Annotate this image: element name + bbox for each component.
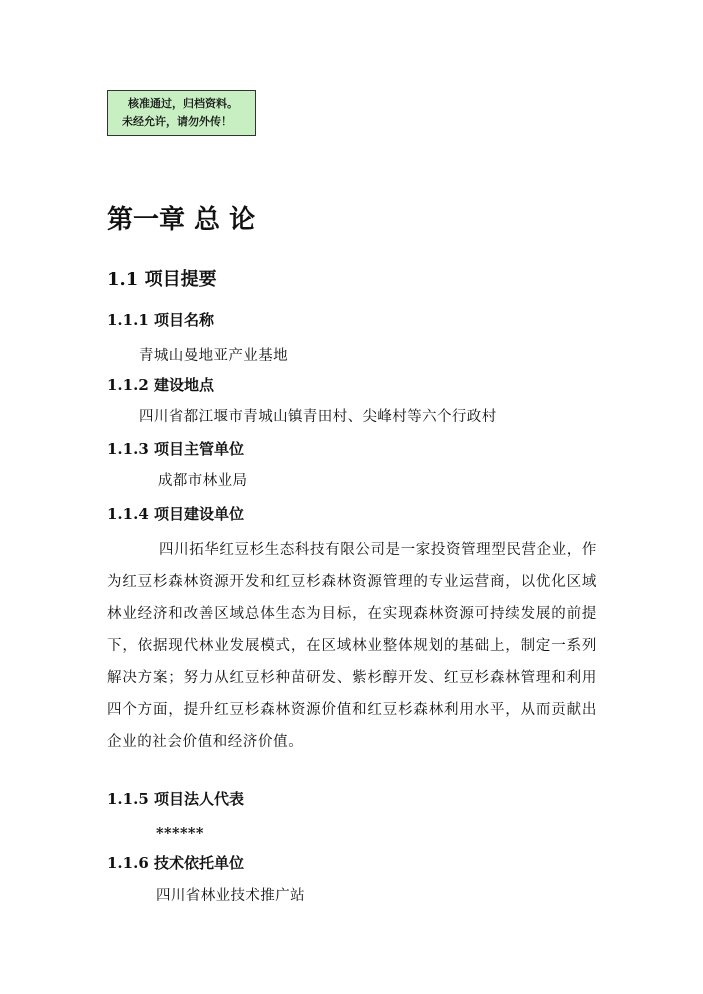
section-title: 1.1 项目提要 — [107, 269, 217, 290]
representative-value: ****** — [156, 825, 204, 842]
heading-authority: 1.1.3 项目主管单位 — [107, 440, 244, 458]
tech-support-value: 四川省林业技术推广站 — [156, 888, 305, 904]
chapter-title: 第一章 总 论 — [107, 205, 256, 235]
stamp-line-2: 未经允许，请勿外传！ — [122, 115, 232, 128]
location-value: 四川省都江堰市青城山镇青田村、尖峰村等六个行政村 — [139, 409, 497, 425]
stamp-line-1: 核准通过，归档资料。 — [128, 97, 238, 110]
builder-description: 四川拓华红豆杉生态科技有限公司是一家投资管理型民营企业，作为红豆杉森林资源开发和红豆杉森林资源管理的专业运营商，以优化区域林业经济和改善区域总体生态为目标，在实现森林资源可持续发展的前提下，依据现代林业发展模式，在区域林业整体规划的基础上，制定一系列解决方案；努力从红豆杉种苗研发、紫杉醇开发、红豆杉森林管理和利用四个方面，提升红豆杉森林资源价值和红豆杉森林利用水平，从而贡献出企业的社会价值和经济价值。 — [107, 542, 597, 750]
heading-location: 1.1.2 建设地点 — [107, 376, 214, 394]
project-name-value: 青城山曼地亚产业基地 — [139, 348, 288, 364]
heading-tech-support: 1.1.6 技术依托单位 — [107, 854, 244, 872]
heading-project-name: 1.1.1 项目名称 — [107, 311, 214, 329]
heading-builder: 1.1.4 项目建设单位 — [107, 505, 244, 523]
authority-value: 成都市林业局 — [158, 473, 248, 489]
confidential-stamp — [107, 90, 256, 136]
heading-representative: 1.1.5 项目法人代表 — [107, 790, 244, 808]
